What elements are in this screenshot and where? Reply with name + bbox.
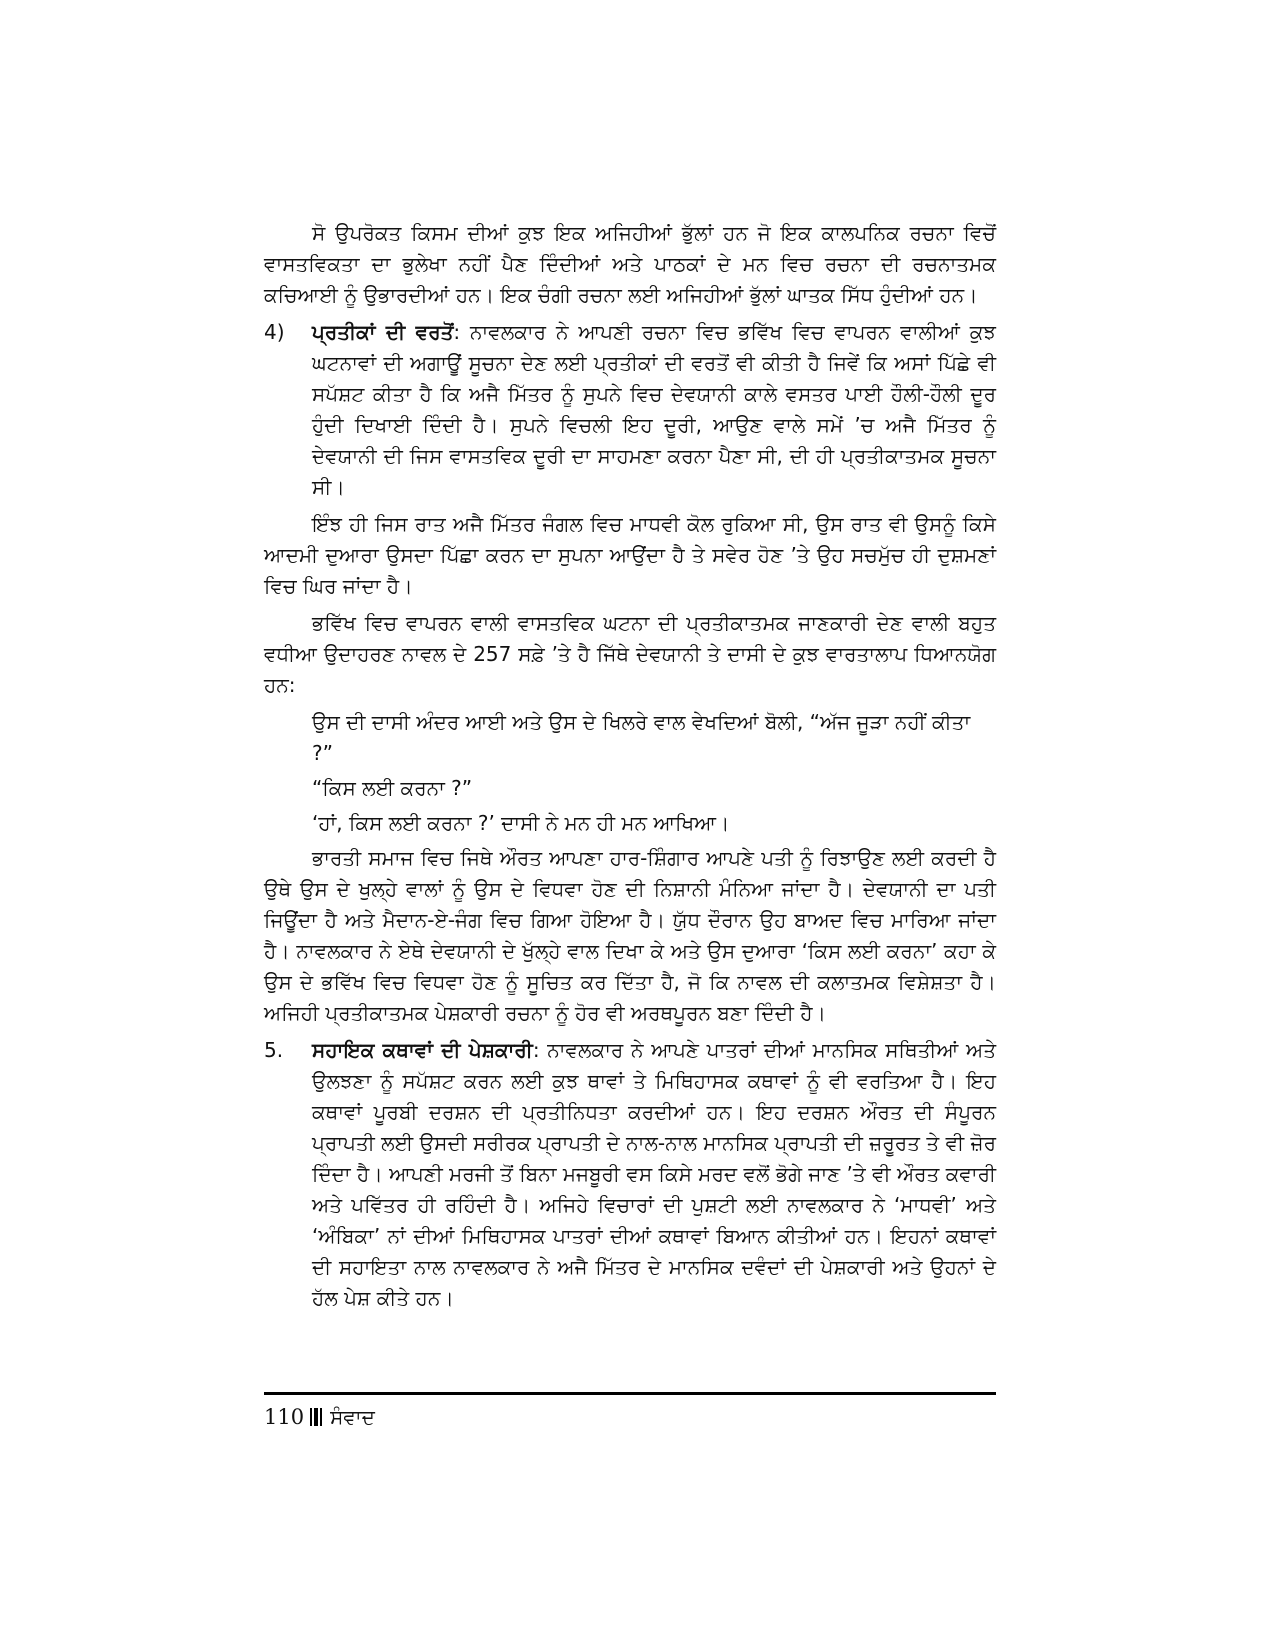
page-number: 110 xyxy=(264,1405,305,1429)
page-body xyxy=(264,218,996,1320)
list-item-5-title: ਸਹਾਇਕ ਕਥਾਵਾਂ ਦੀ ਪੇਸ਼ਕਾਰੀ xyxy=(312,1038,533,1062)
paragraph-4: ਭਾਰਤੀ ਸਮਾਜ ਵਿਚ ਜਿਥੇ ਔਰਤ ਆਪਣਾ ਹਾਰ-ਸ਼ਿੰਗਾਰ ਆਪਣੇ ਪਤੀ ਨੂੰ ਰਿਝਾਉਣ ਲਈ ਕਰਦੀ ਹੈ ਉਥੇ ਉਸ ਦੇ ਖੁਲ੍ਹੇ ਵਾਲਾਂ ਨੂੰ ਉਸ ਦੇ ਵਿਧਵਾ ਹੋਣ ਦੀ ਨਿਸ਼ਾਨੀ ਮੰਨਿਆ ਜਾਂਦਾ ਹੈ। ਦੇਵਯਾਨੀ ਦਾ ਪਤੀ ਜਿਊਂਦਾ ਹੈ ਅਤੇ ਮੈਦਾਨ-ਏ-ਜੰਗ ਵਿਚ ਗਿਆ ਹੋਇਆ ਹੈ। ਯੁੱਧ ਦੌਰਾਨ ਉਹ ਬਾਅਦ ਵਿਚ ਮਾਰਿਆ ਜਾਂਦਾ ਹੈ। ਨਾਵਲਕਾਰ ਨੇ ਏਥੇ ਦੇਵਯਾਨੀ ਦੇ ਖੁੱਲ੍ਹੇ ਵਾਲ ਦਿਖਾ ਕੇ ਅਤੇ ਉਸ ਦੁਆਰਾ ‘ਕਿਸ ਲਈ ਕਰਨਾ’ ਕਹਾ ਕੇ ਉਸ ਦੇ ਭਵਿੱਖ ਵਿਚ ਵਿਧਵਾ ਹੋਣ ਨੂੰ ਸੂਚਿਤ ਕਰ ਦਿੱਤਾ ਹੈ, ਜੋ ਕਿ ਨਾਵਲ ਦੀ ਕਲਾਤਮਕ ਵਿਸ਼ੇਸ਼ਤਾ ਹੈ। ਅਜਿਹੀ ਪ੍ਰਤੀਕਾਤਮਕ ਪੇਸ਼ਕਾਰੀ ਰਚਨਾ ਨੂੰ ਹੋਰ ਵੀ ਅਰਥਪੂਰਨ ਬਣਾ ਦਿੰਦੀ ਹੈ। xyxy=(264,846,996,1025)
list-item-5-text: : ਨਾਵਲਕਾਰ ਨੇ ਆਪਣੇ ਪਾਤਰਾਂ ਦੀਆਂ ਮਾਨਸਿਕ ਸਥਿਤੀਆਂ ਅਤੇ ਉਲਝਣਾ ਨੂੰ ਸਪੱਸ਼ਟ ਕਰਨ ਲਈ ਕੁਝ ਥਾਵਾਂ ਤੇ ਮਿਥਿਹਾਸਕ ਕਥਾਵਾਂ ਨੂੰ ਵੀ ਵਰਤਿਆ ਹੈ। ਇਹ ਕਥਾਵਾਂ ਪੂਰਬੀ ਦਰਸ਼ਨ ਦੀ ਪ੍ਰਤੀਨਿਧਤਾ ਕਰਦੀਆਂ ਹਨ। ਇਹ ਦਰਸ਼ਨ ਔਰਤ ਦੀ ਸੰਪੂਰਨ ਪ੍ਰਾਪਤੀ ਲਈ ਉਸਦੀ ਸਰੀਰਕ ਪ੍ਰਾਪਤੀ ਦੇ ਨਾਲ-ਨਾਲ ਮਾਨਸਿਕ ਪ੍ਰਾਪਤੀ ਦੀ ਜ਼ਰੂਰਤ ਤੇ ਵੀ ਜ਼ੋਰ ਦਿੰਦਾ ਹੈ। ਆਪਣੀ ਮਰਜੀ ਤੋਂ ਬਿਨਾ ਮਜਬੂਰੀ ਵਸ ਕਿਸੇ ਮਰਦ ਵਲੋਂ ਭੋਗੇ ਜਾਣ ’ਤੇ ਵੀ ਔਰਤ ਕਵਾਰੀ ਅਤੇ ਪਵਿੱਤਰ ਹੀ ਰਹਿੰਦੀ ਹੈ। ਅਜਿਹੇ ਵਿਚਾਰਾਂ ਦੀ ਪੁਸ਼ਟੀ ਲਈ ਨਾਵਲਕਾਰ ਨੇ ‘ਮਾਧਵੀ’ ਅਤੇ ‘ਅੰਬਿਕਾ’ ਨਾਂ ਦੀਆਂ ਮਿਥਿਹਾਸਕ ਪਾਤਰਾਂ ਦੀਆਂ ਕਥਾਵਾਂ ਬਿਆਨ ਕੀਤੀਆਂ ਹਨ। ਇਹਨਾਂ ਕਥਾਵਾਂ ਦੀ ਸਹਾਇਤਾ ਨਾਲ ਨਾਵਲਕਾਰ ਨੇ ਅਜੈ ਮਿੱਤਰ ਦੇ ਮਾਨਸਿਕ ਦਵੰਦਾਂ ਦੀ ਪੇਸ਼ਕਾਰੀ ਅਤੇ ਉਹਨਾਂ ਦੇ ਹੱਲ ਪੇਸ਼ ਕੀਤੇ ਹਨ। xyxy=(312,1038,996,1310)
separator-bars-icon xyxy=(310,1408,324,1426)
list-item-4 xyxy=(264,317,996,503)
paragraph-3: ਭਵਿੱਖ ਵਿਚ ਵਾਪਰਨ ਵਾਲੀ ਵਾਸਤਵਿਕ ਘਟਨਾ ਦੀ ਪ੍ਰਤੀਕਾਤਮਕ ਜਾਣਕਾਰੀ ਦੇਣ ਵਾਲੀ ਬਹੁਤ ਵਧੀਆ ਉਦਾਹਰਣ ਨਾਵਲ ਦੇ 257 ਸਫ਼ੇ ’ਤੇ ਹੈ ਜਿੱਥੇ ਦੇਵਯਾਨੀ ਤੇ ਦਾਸੀ ਦੇ ਕੁਝ ਵਾਰਤਾਲਾਪ ਧਿਆਨਯੋਗ ਹਨ: xyxy=(264,611,996,697)
paragraph-2: ਇੰਝ ਹੀ ਜਿਸ ਰਾਤ ਅਜੈ ਮਿੱਤਰ ਜੰਗਲ ਵਿਚ ਮਾਧਵੀ ਕੋਲ ਰੁਕਿਆ ਸੀ, ਉਸ ਰਾਤ ਵੀ ਉਸਨੂੰ ਕਿਸੇ ਆਦਮੀ ਦੁਆਰਾ ਉਸਦਾ ਪਿੱਛਾ ਕਰਨ ਦਾ ਸੁਪਨਾ ਆਉਂਦਾ ਹੈ ਤੇ ਸਵੇਰ ਹੋਣ ’ਤੇ ਉਹ ਸਚਮੁੱਚ ਹੀ ਦੁਸ਼ਮਣਾਂ ਵਿਚ ਘਿਰ ਜਾਂਦਾ ਹੈ। xyxy=(264,512,996,598)
quote-line-1: ਉਸ ਦੀ ਦਾਸੀ ਅੰਦਰ ਆਈ ਅਤੇ ਉਸ ਦੇ ਖਿਲਰੇ ਵਾਲ ਵੇਖਦਿਆਂ ਬੋਲੀ, “ਅੱਜ ਜੂੜਾ ਨਹੀਂ ਕੀਤਾ ?” xyxy=(312,710,971,765)
paragraph-1: ਸੋ ਉਪਰੋਕਤ ਕਿਸਮ ਦੀਆਂ ਕੁਝ ਇਕ ਅਜਿਹੀਆਂ ਭੁੱਲਾਂ ਹਨ ਜੋ ਇਕ ਕਾਲਪਨਿਕ ਰਚਨਾ ਵਿਚੋਂ ਵਾਸਤਵਿਕਤਾ ਦਾ ਭੁਲੇਖਾ ਨਹੀਂ ਪੈਣ ਦਿੰਦੀਆਂ ਅਤੇ ਪਾਠਕਾਂ ਦੇ ਮਨ ਵਿਚ ਰਚਨਾ ਦੀ ਰਚਨਾਤਮਕ ਕਚਿਆਈ ਨੂੰ ਉਭਾਰਦੀਆਂ ਹਨ। ਇਕ ਚੰਗੀ ਰਚਨਾ ਲਈ ਅਜਿਹੀਆਂ ਭੁੱਲਾਂ ਘਾਤਕ ਸਿੱਧ ਹੁੰਦੀਆਂ ਹਨ। xyxy=(264,221,996,307)
list-item-4-text: : ਨਾਵਲਕਾਰ ਨੇ ਆਪਣੀ ਰਚਨਾ ਵਿਚ ਭਵਿੱਖ ਵਿਚ ਵਾਪਰਨ ਵਾਲੀਆਂ ਕੁਝ ਘਟਨਾਵਾਂ ਦੀ ਅਗਾਊਂ ਸੂਚਨਾ ਦੇਣ ਲਈ ਪ੍ਰਤੀਕਾਂ ਦੀ ਵਰਤੋਂ ਵੀ ਕੀਤੀ ਹੈ ਜਿਵੇਂ ਕਿ ਅਸਾਂ ਪਿੱਛੇ ਵੀ ਸਪੱਸ਼ਟ ਕੀਤਾ ਹੈ ਕਿ ਅਜੈ ਮਿੱਤਰ ਨੂੰ ਸੁਪਨੇ ਵਿਚ ਦੇਵਯਾਨੀ ਕਾਲੇ ਵਸਤਰ ਪਾਈ ਹੌਲੀ-ਹੌਲੀ ਦੂਰ ਹੁੰਦੀ ਦਿਖਾਈ ਦਿੰਦੀ ਹੈ। ਸੁਪਨੇ ਵਿਚਲੀ ਇਹ ਦੂਰੀ, ਆਉਣ ਵਾਲੇ ਸਮੇਂ ’ਚ ਅਜੈ ਮਿੱਤਰ ਨੂੰ ਦੇਵਯਾਨੀ ਦੀ ਜਿਸ ਵਾਸਤਵਿਕ ਦੂਰੀ ਦਾ ਸਾਹਮਣਾ ਕਰਨਾ ਪੈਣਾ ਸੀ, ਦੀ ਹੀ ਪ੍ਰਤੀਕਾਤਮਕ ਸੂਚਨਾ ਸੀ। xyxy=(312,320,997,499)
book-title: ਸੰਵਾਦ xyxy=(330,1405,375,1429)
list-item-4-title: ਪ੍ਰਤੀਕਾਂ ਦੀ ਵਰਤੋਂ xyxy=(312,320,454,344)
page-footer xyxy=(264,1392,996,1429)
list-item-4-number: 4) xyxy=(264,320,285,344)
quote-line-2: “ਕਿਸ ਲਈ ਕਰਨਾ ?” xyxy=(312,776,473,800)
quote-line-3: ‘ਹਾਂ, ਕਿਸ ਲਈ ਕਰਨਾ ?’ ਦਾਸੀ ਨੇ ਮਨ ਹੀ ਮਨ ਆਖਿਆ। xyxy=(312,811,730,835)
list-item-5 xyxy=(264,1035,996,1314)
list-item-5-number: 5. xyxy=(264,1038,284,1062)
